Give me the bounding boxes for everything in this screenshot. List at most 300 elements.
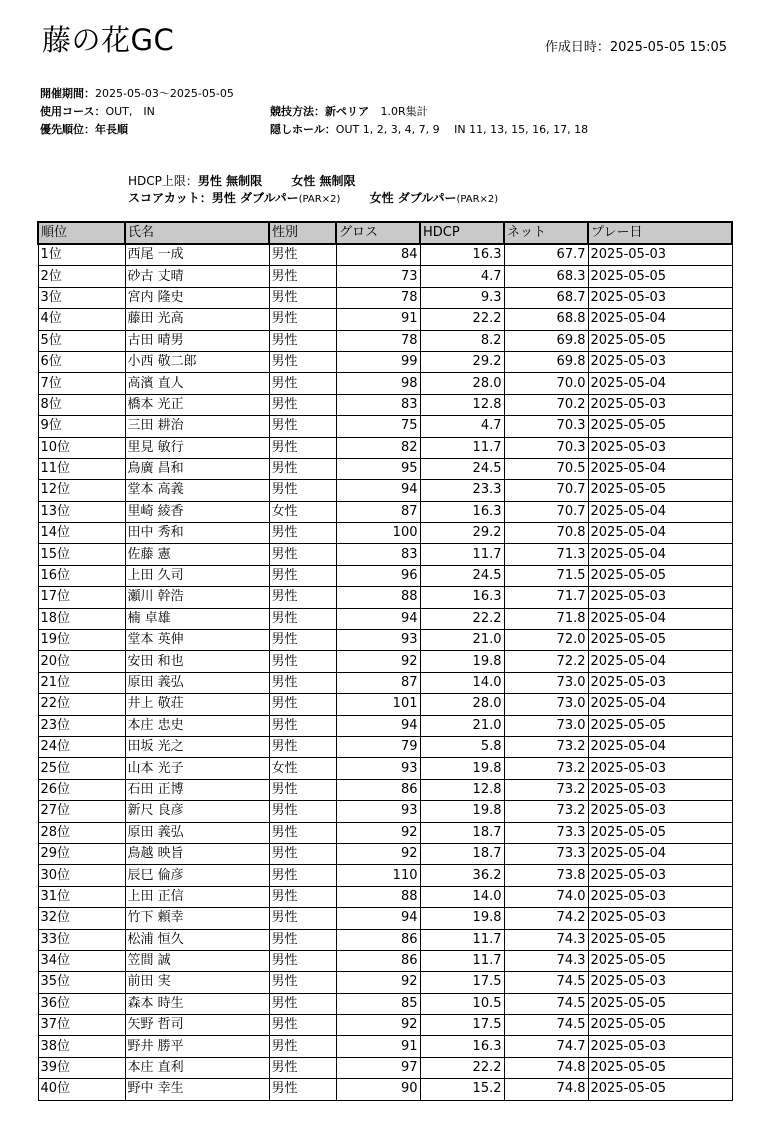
gross-cell: 78: [336, 330, 420, 351]
gender-cell: 男性: [269, 287, 336, 308]
gross-cell: 99: [336, 351, 420, 372]
name-cell: 上田 正信: [125, 886, 269, 907]
rank-cell: 13位: [38, 501, 125, 522]
course-value: OUT, IN: [105, 105, 155, 118]
gender-cell: 男性: [269, 1036, 336, 1057]
gross-cell: 94: [336, 608, 420, 629]
gender-cell: 男性: [269, 1079, 336, 1100]
name-cell: 瀬川 幹浩: [125, 587, 269, 608]
net-cell: 73.0: [504, 715, 588, 736]
net-cell: 73.2: [504, 801, 588, 822]
hdcp-cell: 16.3: [420, 1036, 504, 1057]
period-info: [40, 85, 234, 101]
gender-cell: 男性: [269, 715, 336, 736]
play-date-cell: 2025-05-05: [588, 993, 732, 1014]
table-row: [38, 715, 732, 736]
gender-cell: 男性: [269, 651, 336, 672]
rank-cell: 6位: [38, 351, 125, 372]
gender-cell: 男性: [269, 779, 336, 800]
gender-cell: 男性: [269, 416, 336, 437]
net-cell: 73.2: [504, 779, 588, 800]
hdcp-limit-male: 男性 無制限: [197, 174, 263, 188]
hdcp-cell: 21.0: [420, 630, 504, 651]
page-title: 藤の花GC: [42, 23, 175, 57]
ranking-table: [37, 221, 733, 1101]
net-cell: 70.3: [504, 437, 588, 458]
play-date-cell: 2025-05-03: [588, 394, 732, 415]
rank-cell: 7位: [38, 373, 125, 394]
gender-cell: 男性: [269, 694, 336, 715]
net-cell: 73.0: [504, 694, 588, 715]
gross-cell: 97: [336, 1057, 420, 1078]
hdcp-cell: 5.8: [420, 736, 504, 757]
hdcp-cell: 19.8: [420, 801, 504, 822]
hdcp-limit-label: HDCP上限：: [128, 174, 198, 188]
priority-label: 優先順位：: [40, 123, 95, 136]
rank-cell: 8位: [38, 394, 125, 415]
rank-cell: 12位: [38, 480, 125, 501]
net-cell: 73.2: [504, 736, 588, 757]
net-cell: 70.7: [504, 501, 588, 522]
gender-cell: 男性: [269, 822, 336, 843]
gender-cell: 男性: [269, 929, 336, 950]
gender-cell: 男性: [269, 1057, 336, 1078]
name-cell: 田中 秀和: [125, 523, 269, 544]
table-row: [38, 779, 732, 800]
net-cell: 73.2: [504, 758, 588, 779]
table-row: [38, 1015, 732, 1036]
net-cell: 74.8: [504, 1057, 588, 1078]
table-row: [38, 480, 732, 501]
name-cell: 矢野 哲司: [125, 1015, 269, 1036]
table-row: [38, 523, 732, 544]
play-date-cell: 2025-05-03: [588, 351, 732, 372]
gender-cell: 男性: [269, 608, 336, 629]
name-cell: 松浦 恒久: [125, 929, 269, 950]
table-row: [38, 1036, 732, 1057]
gender-cell: 男性: [269, 244, 336, 266]
hdcp-cell: 11.7: [420, 950, 504, 971]
net-cell: 72.0: [504, 630, 588, 651]
gender-cell: 男性: [269, 843, 336, 864]
name-cell: 本庄 直利: [125, 1057, 269, 1078]
hidden-holes-value: OUT 1, 2, 3, 4, 7, 9 IN 11, 13, 15, 16, 17, 18: [335, 123, 589, 136]
net-cell: 71.5: [504, 565, 588, 586]
rank-cell: 5位: [38, 330, 125, 351]
rank-cell: 20位: [38, 651, 125, 672]
rank-cell: 27位: [38, 801, 125, 822]
play-date-cell: 2025-05-03: [588, 801, 732, 822]
net-cell: 70.8: [504, 523, 588, 544]
rank-cell: 30位: [38, 865, 125, 886]
play-date-cell: 2025-05-05: [588, 1057, 732, 1078]
gender-cell: 男性: [269, 993, 336, 1014]
hdcp-cell: 15.2: [420, 1079, 504, 1100]
period-label: 開催期間：: [40, 87, 95, 100]
gender-cell: 男性: [269, 972, 336, 993]
net-cell: 74.7: [504, 1036, 588, 1057]
play-date-cell: 2025-05-03: [588, 758, 732, 779]
hidden-holes-info: [270, 121, 588, 137]
gross-cell: 94: [336, 480, 420, 501]
hdcp-cell: 14.0: [420, 672, 504, 693]
net-cell: 71.3: [504, 544, 588, 565]
score-cut-male-note: (PAR×2): [298, 194, 341, 205]
net-cell: 70.0: [504, 373, 588, 394]
rank-cell: 25位: [38, 758, 125, 779]
net-cell: 74.2: [504, 908, 588, 929]
net-cell: 73.3: [504, 822, 588, 843]
gross-cell: 94: [336, 908, 420, 929]
rank-cell: 29位: [38, 843, 125, 864]
course-label: 使用コース：: [40, 105, 106, 118]
name-cell: 原田 義弘: [125, 822, 269, 843]
gross-cell: 86: [336, 929, 420, 950]
name-cell: 鳥越 映旨: [125, 843, 269, 864]
play-date-cell: 2025-05-04: [588, 843, 732, 864]
gross-cell: 95: [336, 458, 420, 479]
play-date-cell: 2025-05-05: [588, 929, 732, 950]
name-cell: 上田 久司: [125, 565, 269, 586]
gross-cell: 83: [336, 544, 420, 565]
gender-cell: 男性: [269, 565, 336, 586]
name-cell: 里崎 綾香: [125, 501, 269, 522]
hdcp-limit-female: 女性 無制限: [291, 174, 356, 188]
table-row: [38, 266, 732, 287]
hdcp-cell: 22.2: [420, 1057, 504, 1078]
play-date-cell: 2025-05-04: [588, 651, 732, 672]
name-cell: 小西 敬二郎: [125, 351, 269, 372]
table-row: [38, 758, 732, 779]
play-date-cell: 2025-05-04: [588, 544, 732, 565]
table-row: [38, 351, 732, 372]
net-cell: 68.3: [504, 266, 588, 287]
gross-cell: 100: [336, 523, 420, 544]
play-date-cell: 2025-05-04: [588, 694, 732, 715]
score-cut-female-note: (PAR×2): [456, 194, 499, 205]
table-row: [38, 672, 732, 693]
table-row: [38, 244, 732, 266]
gross-cell: 82: [336, 437, 420, 458]
name-cell: 砂古 丈晴: [125, 266, 269, 287]
net-cell: 72.2: [504, 651, 588, 672]
net-cell: 74.8: [504, 1079, 588, 1100]
hdcp-cell: 19.8: [420, 758, 504, 779]
rank-cell: 37位: [38, 1015, 125, 1036]
gross-cell: 92: [336, 843, 420, 864]
play-date-cell: 2025-05-04: [588, 373, 732, 394]
hdcp-cell: 4.7: [420, 266, 504, 287]
name-cell: 辰巳 倫彦: [125, 865, 269, 886]
gross-cell: 92: [336, 1015, 420, 1036]
table-row: [38, 651, 732, 672]
gender-cell: 男性: [269, 394, 336, 415]
table-row: [38, 437, 732, 458]
play-date-cell: 2025-05-05: [588, 565, 732, 586]
rank-cell: 39位: [38, 1057, 125, 1078]
hdcp-cell: 12.8: [420, 394, 504, 415]
rank-cell: 9位: [38, 416, 125, 437]
gender-cell: 女性: [269, 501, 336, 522]
net-cell: 70.7: [504, 480, 588, 501]
rank-cell: 16位: [38, 565, 125, 586]
net-cell: 69.8: [504, 351, 588, 372]
table-row: [38, 544, 732, 565]
hdcp-cell: 22.2: [420, 309, 504, 330]
course-info: [40, 103, 155, 119]
name-cell: 新尺 良彦: [125, 801, 269, 822]
play-date-cell: 2025-05-05: [588, 480, 732, 501]
play-date-cell: 2025-05-05: [588, 715, 732, 736]
play-date-cell: 2025-05-03: [588, 672, 732, 693]
gross-cell: 92: [336, 651, 420, 672]
table-row: [38, 908, 732, 929]
table-row: [38, 993, 732, 1014]
gender-cell: 男性: [269, 309, 336, 330]
name-cell: 本庄 忠史: [125, 715, 269, 736]
name-cell: 三田 耕治: [125, 416, 269, 437]
net-cell: 74.3: [504, 950, 588, 971]
play-date-cell: 2025-05-03: [588, 437, 732, 458]
gross-cell: 94: [336, 715, 420, 736]
play-date-cell: 2025-05-05: [588, 416, 732, 437]
play-date-cell: 2025-05-05: [588, 822, 732, 843]
header-name: 氏名: [125, 222, 269, 244]
gender-cell: 男性: [269, 373, 336, 394]
net-cell: 74.5: [504, 993, 588, 1014]
play-date-cell: 2025-05-04: [588, 736, 732, 757]
table-row: [38, 587, 732, 608]
table-row: [38, 886, 732, 907]
net-cell: 70.5: [504, 458, 588, 479]
gross-cell: 93: [336, 801, 420, 822]
gross-cell: 93: [336, 630, 420, 651]
hdcp-cell: 16.3: [420, 501, 504, 522]
gross-cell: 79: [336, 736, 420, 757]
rank-cell: 21位: [38, 672, 125, 693]
net-cell: 74.3: [504, 929, 588, 950]
rank-cell: 34位: [38, 950, 125, 971]
hdcp-cell: 14.0: [420, 886, 504, 907]
gender-cell: 男性: [269, 523, 336, 544]
net-cell: 74.5: [504, 1015, 588, 1036]
gross-cell: 75: [336, 416, 420, 437]
play-date-cell: 2025-05-05: [588, 630, 732, 651]
play-date-cell: 2025-05-05: [588, 950, 732, 971]
gross-cell: 78: [336, 287, 420, 308]
method-note: 1.0R集計: [380, 105, 428, 118]
name-cell: 石田 正博: [125, 779, 269, 800]
net-cell: 73.8: [504, 865, 588, 886]
gender-cell: 男性: [269, 544, 336, 565]
header-gender: 性別: [269, 222, 336, 244]
table-row: [38, 822, 732, 843]
rank-cell: 23位: [38, 715, 125, 736]
header-rank: 順位: [38, 222, 125, 244]
name-cell: 橋本 光正: [125, 394, 269, 415]
rank-cell: 4位: [38, 309, 125, 330]
net-cell: 68.7: [504, 287, 588, 308]
hdcp-cell: 11.7: [420, 437, 504, 458]
header-gross: グロス: [336, 222, 420, 244]
gender-cell: 男性: [269, 351, 336, 372]
gross-cell: 86: [336, 950, 420, 971]
table-row: [38, 309, 732, 330]
net-cell: 73.3: [504, 843, 588, 864]
gender-cell: 男性: [269, 266, 336, 287]
play-date-cell: 2025-05-03: [588, 1036, 732, 1057]
net-cell: 74.0: [504, 886, 588, 907]
table-row: [38, 330, 732, 351]
table-row: [38, 630, 732, 651]
gross-cell: 88: [336, 886, 420, 907]
rank-cell: 2位: [38, 266, 125, 287]
method-info: [270, 103, 428, 119]
hdcp-cell: 9.3: [420, 287, 504, 308]
net-cell: 74.5: [504, 972, 588, 993]
rank-cell: 33位: [38, 929, 125, 950]
hdcp-cell: 17.5: [420, 1015, 504, 1036]
hdcp-cell: 16.3: [420, 244, 504, 266]
gross-cell: 92: [336, 822, 420, 843]
gross-cell: 110: [336, 865, 420, 886]
gross-cell: 93: [336, 758, 420, 779]
gender-cell: 男性: [269, 672, 336, 693]
table-row: [38, 416, 732, 437]
hdcp-cell: 17.5: [420, 972, 504, 993]
gross-cell: 101: [336, 694, 420, 715]
gender-cell: 男性: [269, 480, 336, 501]
rank-cell: 31位: [38, 886, 125, 907]
gender-cell: 男性: [269, 886, 336, 907]
play-date-cell: 2025-05-03: [588, 587, 732, 608]
net-cell: 71.7: [504, 587, 588, 608]
play-date-cell: 2025-05-05: [588, 330, 732, 351]
hdcp-cell: 21.0: [420, 715, 504, 736]
gross-cell: 98: [336, 373, 420, 394]
name-cell: 山本 光子: [125, 758, 269, 779]
name-cell: 森本 時生: [125, 993, 269, 1014]
hdcp-cell: 11.7: [420, 544, 504, 565]
hdcp-cell: 12.8: [420, 779, 504, 800]
name-cell: 竹下 頼幸: [125, 908, 269, 929]
created-timestamp: 作成日時：2025-05-05 15:05: [544, 40, 727, 55]
hdcp-cell: 16.3: [420, 587, 504, 608]
header-play-date: プレー日: [588, 222, 732, 244]
play-date-cell: 2025-05-04: [588, 501, 732, 522]
name-cell: 佐藤 憲: [125, 544, 269, 565]
gender-cell: 男性: [269, 330, 336, 351]
hdcp-cell: 23.3: [420, 480, 504, 501]
rank-cell: 14位: [38, 523, 125, 544]
gender-cell: 男性: [269, 865, 336, 886]
gross-cell: 85: [336, 993, 420, 1014]
net-cell: 73.0: [504, 672, 588, 693]
table-row: [38, 929, 732, 950]
rank-cell: 19位: [38, 630, 125, 651]
gross-cell: 92: [336, 972, 420, 993]
name-cell: 安田 和也: [125, 651, 269, 672]
method-label: 競技方法：: [270, 105, 325, 118]
play-date-cell: 2025-05-03: [588, 908, 732, 929]
period-value: 2025-05-03〜2025-05-05: [95, 87, 234, 100]
table-row: [38, 972, 732, 993]
gross-cell: 91: [336, 309, 420, 330]
gender-cell: 男性: [269, 908, 336, 929]
gender-cell: 男性: [269, 630, 336, 651]
rank-cell: 17位: [38, 587, 125, 608]
table-row: [38, 608, 732, 629]
table-row: [38, 565, 732, 586]
hdcp-cell: 24.5: [420, 565, 504, 586]
priority-info: [40, 121, 128, 137]
hdcp-cell: 28.0: [420, 694, 504, 715]
gender-cell: 男性: [269, 950, 336, 971]
rank-cell: 18位: [38, 608, 125, 629]
hdcp-cell: 18.7: [420, 822, 504, 843]
hdcp-cell: 24.5: [420, 458, 504, 479]
play-date-cell: 2025-05-05: [588, 1015, 732, 1036]
rank-cell: 15位: [38, 544, 125, 565]
table-row: [38, 373, 732, 394]
name-cell: 笠間 誠: [125, 950, 269, 971]
method-value: 新ペリア: [325, 105, 369, 118]
rank-cell: 10位: [38, 437, 125, 458]
priority-value: 年長順: [95, 123, 128, 136]
hdcp-cell: 11.7: [420, 929, 504, 950]
rank-cell: 28位: [38, 822, 125, 843]
table-row: [38, 801, 732, 822]
table-row: [38, 1079, 732, 1100]
rank-cell: 35位: [38, 972, 125, 993]
hidden-holes-label: 隠しホール：: [270, 123, 336, 136]
play-date-cell: 2025-05-04: [588, 523, 732, 544]
gender-cell: 男性: [269, 458, 336, 479]
name-cell: 里見 敏行: [125, 437, 269, 458]
gross-cell: 91: [336, 1036, 420, 1057]
gender-cell: 男性: [269, 736, 336, 757]
gross-cell: 90: [336, 1079, 420, 1100]
gross-cell: 87: [336, 672, 420, 693]
play-date-cell: 2025-05-03: [588, 244, 732, 266]
play-date-cell: 2025-05-03: [588, 972, 732, 993]
table-row: [38, 1057, 732, 1078]
net-cell: 71.8: [504, 608, 588, 629]
name-cell: 鳥廣 昌和: [125, 458, 269, 479]
rank-cell: 32位: [38, 908, 125, 929]
table-row: [38, 501, 732, 522]
net-cell: 70.3: [504, 416, 588, 437]
hdcp-cell: 28.0: [420, 373, 504, 394]
play-date-cell: 2025-05-03: [588, 287, 732, 308]
name-cell: 西尾 一成: [125, 244, 269, 266]
name-cell: 原田 義弘: [125, 672, 269, 693]
name-cell: 野井 勝平: [125, 1036, 269, 1057]
hdcp-cell: 4.7: [420, 416, 504, 437]
table-row: [38, 287, 732, 308]
header-hdcp: HDCP: [420, 222, 504, 244]
name-cell: 前田 実: [125, 972, 269, 993]
gender-cell: 男性: [269, 1015, 336, 1036]
hdcp-cell: 18.7: [420, 843, 504, 864]
name-cell: 藤田 光高: [125, 309, 269, 330]
rank-cell: 38位: [38, 1036, 125, 1057]
table-row: [38, 394, 732, 415]
play-date-cell: 2025-05-04: [588, 458, 732, 479]
table-row: [38, 950, 732, 971]
rank-cell: 1位: [38, 244, 125, 266]
rank-cell: 36位: [38, 993, 125, 1014]
